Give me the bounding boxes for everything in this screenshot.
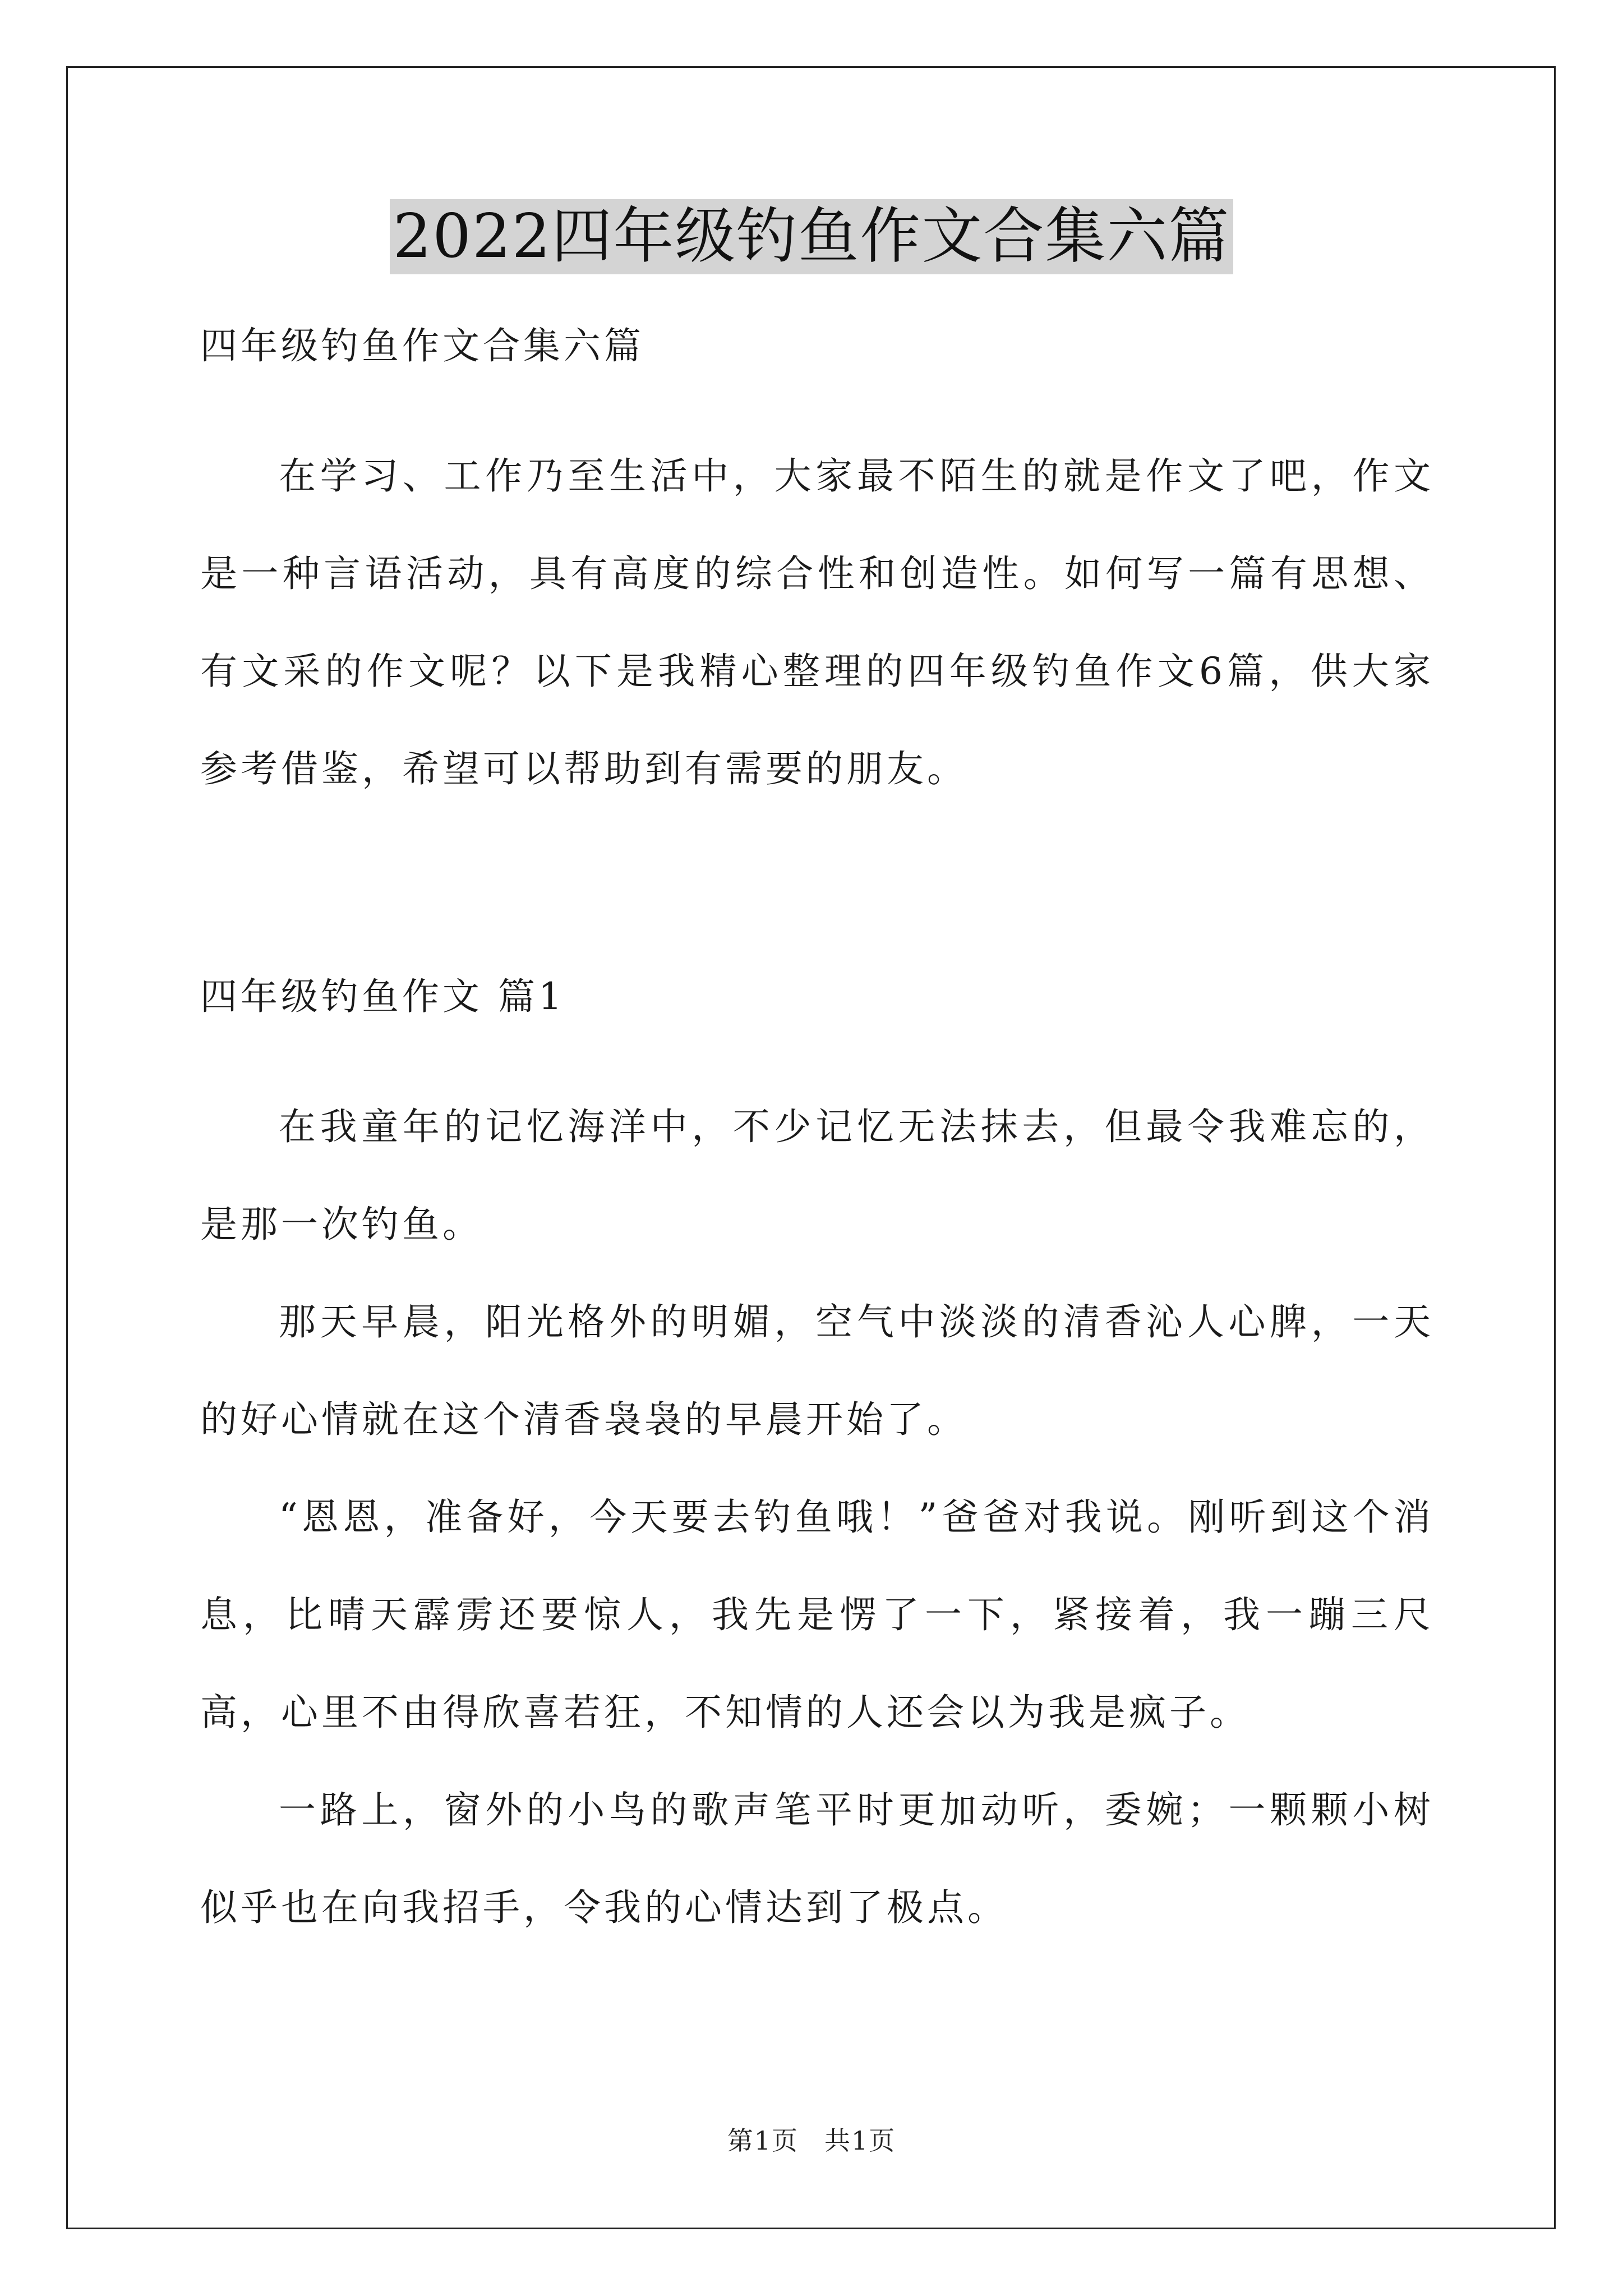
page-footer: [0, 2120, 1623, 2157]
body-paragraph: 一路上，窗外的小鸟的歌声笔平时更加动听，委婉；一颗颗小树似乎也在向我招手，令我的心情达到了极点。: [200, 1788, 1434, 1929]
section-heading: 四年级钓鱼作文 篇1: [200, 975, 565, 1018]
body-paragraph: “恩恩，准备好，今天要去钓鱼哦！”爸爸对我说。刚听到这个消息，比晴天霹雳还要惊人，我先是愣了一下，紧接着，我一蹦三尺高，心里不由得欣喜若狂，不知情的人还会以为我是疯子。: [200, 1496, 1434, 1734]
document-subtitle: 四年级钓鱼作文合集六篇: [200, 324, 644, 367]
page-total: 共1页: [824, 2125, 896, 2156]
page-number: 第1页: [727, 2125, 799, 2156]
intro-paragraph: 在学习、工作乃至生活中，大家最不陌生的就是作文了吧，作文是一种言语活动，具有高度的综合性和创造性。如何写一篇有思想、有文采的作文呢？以下是我精心整理的四年级钓鱼作文6篇，供大家参考借鉴，希望可以帮助到有需要的朋友。: [200, 454, 1434, 790]
document-body: [200, 297, 1434, 1957]
body-paragraph: 那天早晨，阳光格外的明媚，空气中淡淡的清香沁人心脾，一天的好心情就在这个清香袅袅的早晨开始了。: [200, 1300, 1434, 1441]
body-paragraph: 在我童年的记忆海洋中，不少记忆无法抹去，但最令我难忘的，是那一次钓鱼。: [200, 1105, 1434, 1246]
title-container: [0, 199, 1623, 274]
document-title: 2022四年级钓鱼作文合集六篇: [390, 199, 1234, 274]
